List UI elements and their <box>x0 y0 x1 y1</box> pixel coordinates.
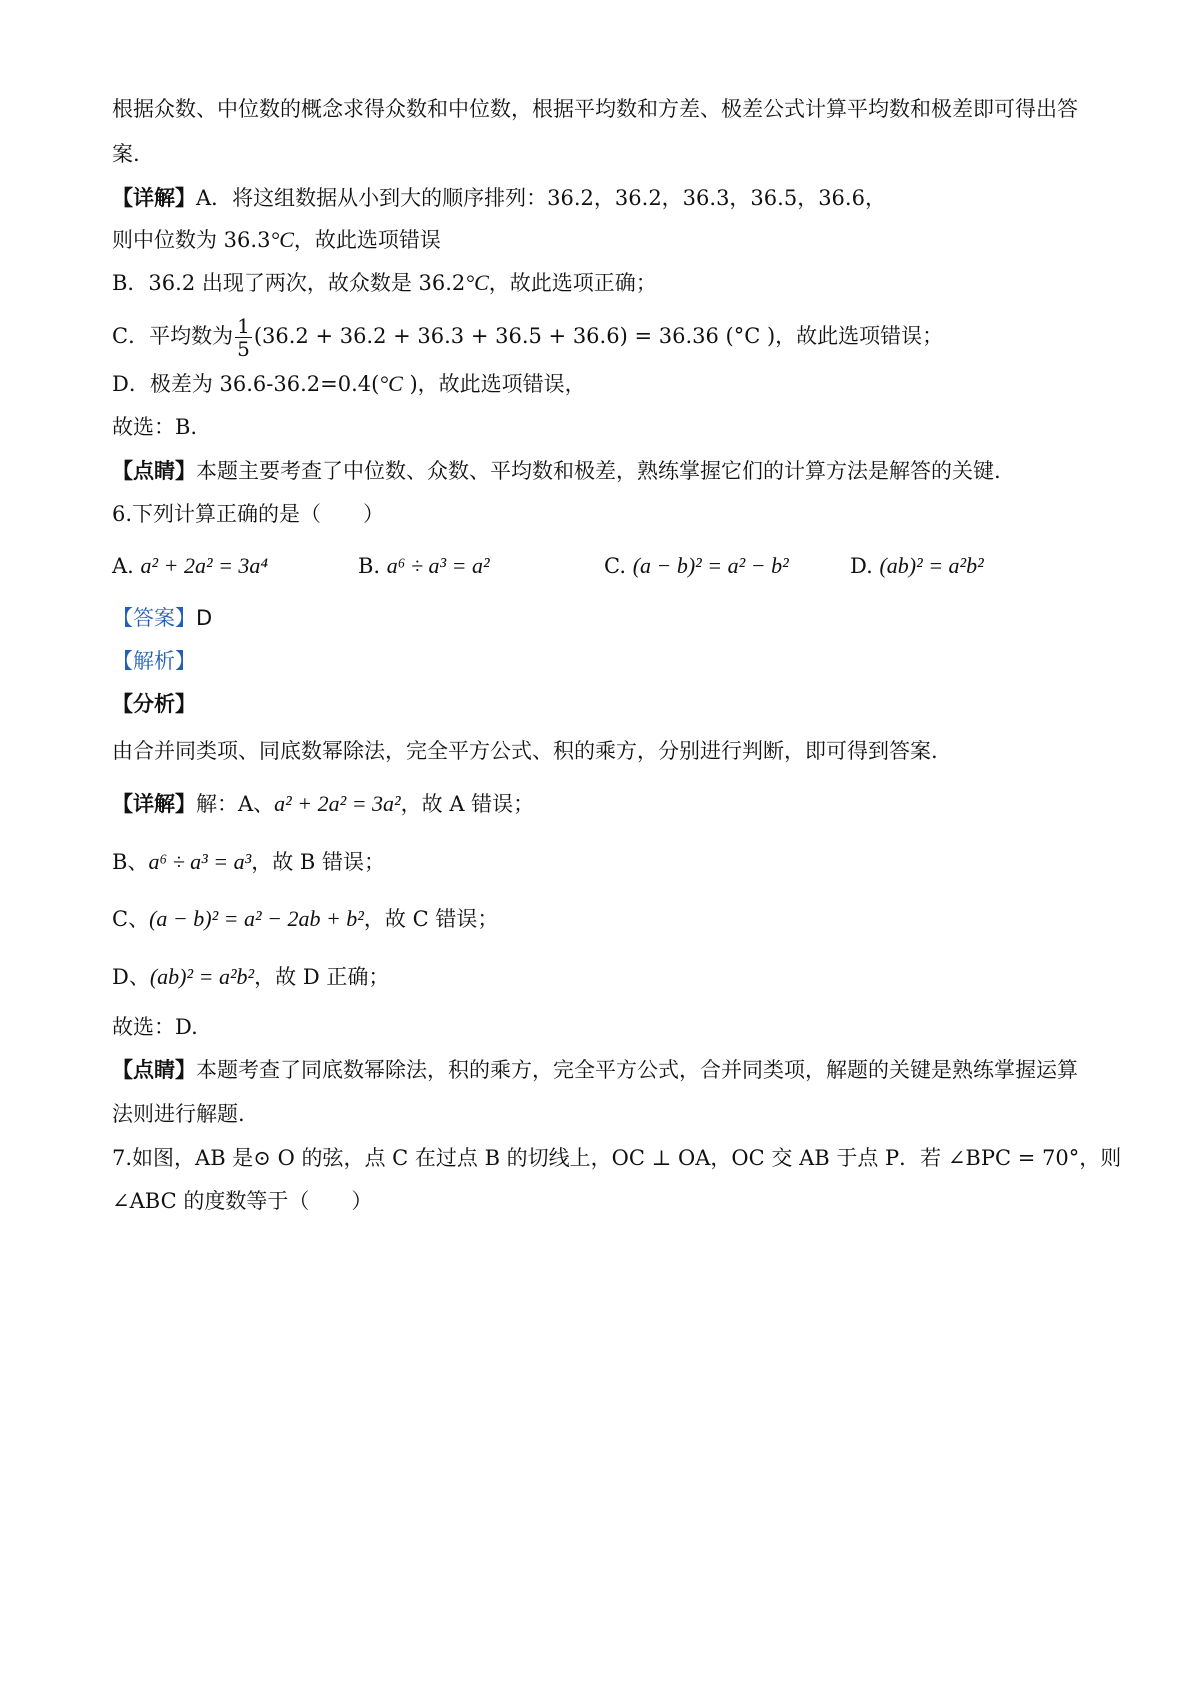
analysis-tag: 【解析】 <box>112 649 196 673</box>
option-b <box>358 551 490 581</box>
fraction-denominator: 5 <box>237 337 250 361</box>
answer-value: D <box>196 606 213 630</box>
option-c-label: C. <box>604 554 626 578</box>
fenxi-tag: 【分析】 <box>112 691 196 716</box>
answer-line <box>112 603 1102 633</box>
median-text: 则中位数为 36.3 <box>112 228 271 252</box>
answer-tag: 【答案】 <box>112 606 196 630</box>
choice-line-6: 故选：D. <box>112 1015 198 1039</box>
comment-6-line-1 <box>112 1055 1102 1085</box>
celsius-unit: °C <box>465 270 489 295</box>
option-a-expr: a² + 2a² = 3a⁴ <box>140 553 269 578</box>
option-b-expr: a⁶ ÷ a³ = a² <box>386 553 490 578</box>
median-line <box>112 225 1102 255</box>
detail-6-c-expr: (a − b)² = a² − 2ab + b² <box>149 906 364 931</box>
option-c-expr: (a − b)² = a² − b² <box>632 553 789 578</box>
range-line <box>112 369 1102 399</box>
analysis-line-2: 案. <box>112 142 140 166</box>
analysis-line-1: 根据众数、中位数的概念求得众数和中位数，根据平均数和方差、极差公式计算平均数和极差即可得出答 <box>112 97 1078 121</box>
comment-6-line-2: 法则进行解题. <box>112 1102 245 1126</box>
option-d-expr: (ab)² = a²b² <box>879 553 984 578</box>
fraction-numerator: 1 <box>237 314 250 338</box>
question-7-line-2: ∠ABC 的度数等于（ ） <box>112 1189 373 1213</box>
detail-text: A．将这组数据从小到大的顺序排列：36.2，36.2，36.3，36.5，36.6， <box>196 186 886 210</box>
detail-6-d <box>112 962 1102 992</box>
detail-6-b-expr: a⁶ ÷ a³ = a³ <box>148 849 252 874</box>
mode-text: B．36.2 出现了两次，故众数是 36.2 <box>112 271 466 295</box>
comment-line-5 <box>112 456 1102 486</box>
comment-6-text: 本题考查了同底数幂除法，积的乘方，完全平方公式，合并同类项，解题的关键是熟练掌握运算 <box>196 1058 1078 1082</box>
question-6: 6.下列计算正确的是（ ） <box>112 502 385 526</box>
detail-6-b <box>112 847 1102 877</box>
detail-line-a <box>112 183 1102 213</box>
detail-6-a <box>112 789 1102 819</box>
option-b-label: B. <box>358 554 381 578</box>
celsius-unit: °C <box>379 371 403 396</box>
detail-6-tag: 【详解】 <box>112 791 196 816</box>
celsius-unit: °C <box>270 227 294 252</box>
question-7-line-1: 7.如图，AB 是⊙ O 的弦，点 C 在过点 B 的切线上，OC ⊥ OA，OC 交 AB 于点 P．若 ∠BPC = 70°，则 <box>112 1146 1122 1170</box>
fenxi-text: 由合并同类项、同底数幂除法，完全平方公式、积的乘方，分别进行判断，即可得到答案. <box>112 739 938 763</box>
mode-verdict: ，故此选项正确； <box>488 271 657 295</box>
option-c <box>604 551 789 581</box>
mode-line <box>112 268 1102 298</box>
detail-6-c <box>112 904 1102 934</box>
range-text: D．极差为 36.6-36.2=0.4( <box>112 372 380 396</box>
detail-6-d-post: ，故 D 正确； <box>254 965 390 989</box>
detail-6-d-pre: D、 <box>112 965 150 989</box>
detail-tag: 【详解】 <box>112 185 196 210</box>
comment-text: 本题主要考查了中位数、众数、平均数和极差，熟练掌握它们的计算方法是解答的关键. <box>196 459 1001 483</box>
detail-6-c-pre: C、 <box>112 907 150 931</box>
mean-text: C．平均数为 <box>112 324 234 348</box>
fraction-one-fifth <box>235 315 252 360</box>
detail-6-a-pre: 解：A、 <box>196 792 275 816</box>
detail-6-c-post: ，故 C 错误； <box>363 907 499 931</box>
detail-6-b-pre: B、 <box>112 850 149 874</box>
mean-verdict: ，故此选项错误； <box>775 324 944 348</box>
choice-line-5: 故选：B. <box>112 415 198 439</box>
option-a-label: A. <box>112 554 134 578</box>
comment-tag: 【点睛】 <box>112 458 196 483</box>
option-d-label: D. <box>850 554 873 578</box>
median-verdict: ，故此选项错误 <box>293 228 441 252</box>
range-verdict: )，故此选项错误， <box>402 372 586 396</box>
detail-6-a-expr: a² + 2a² = 3a² <box>274 791 401 816</box>
analysis-tag-line <box>112 646 1102 676</box>
fenxi-tag-line <box>112 689 1102 719</box>
mean-expression: (36.2 + 36.2 + 36.3 + 36.5 + 36.6) = 36.36 (°C ) <box>253 324 776 348</box>
mean-line <box>112 312 1102 360</box>
detail-6-a-post: ，故 A 错误； <box>400 792 535 816</box>
option-d <box>850 551 984 581</box>
comment-6-tag: 【点睛】 <box>112 1057 196 1082</box>
detail-6-b-post: ，故 B 错误； <box>251 850 385 874</box>
option-a <box>112 551 268 581</box>
detail-6-d-expr: (ab)² = a²b² <box>149 964 255 989</box>
